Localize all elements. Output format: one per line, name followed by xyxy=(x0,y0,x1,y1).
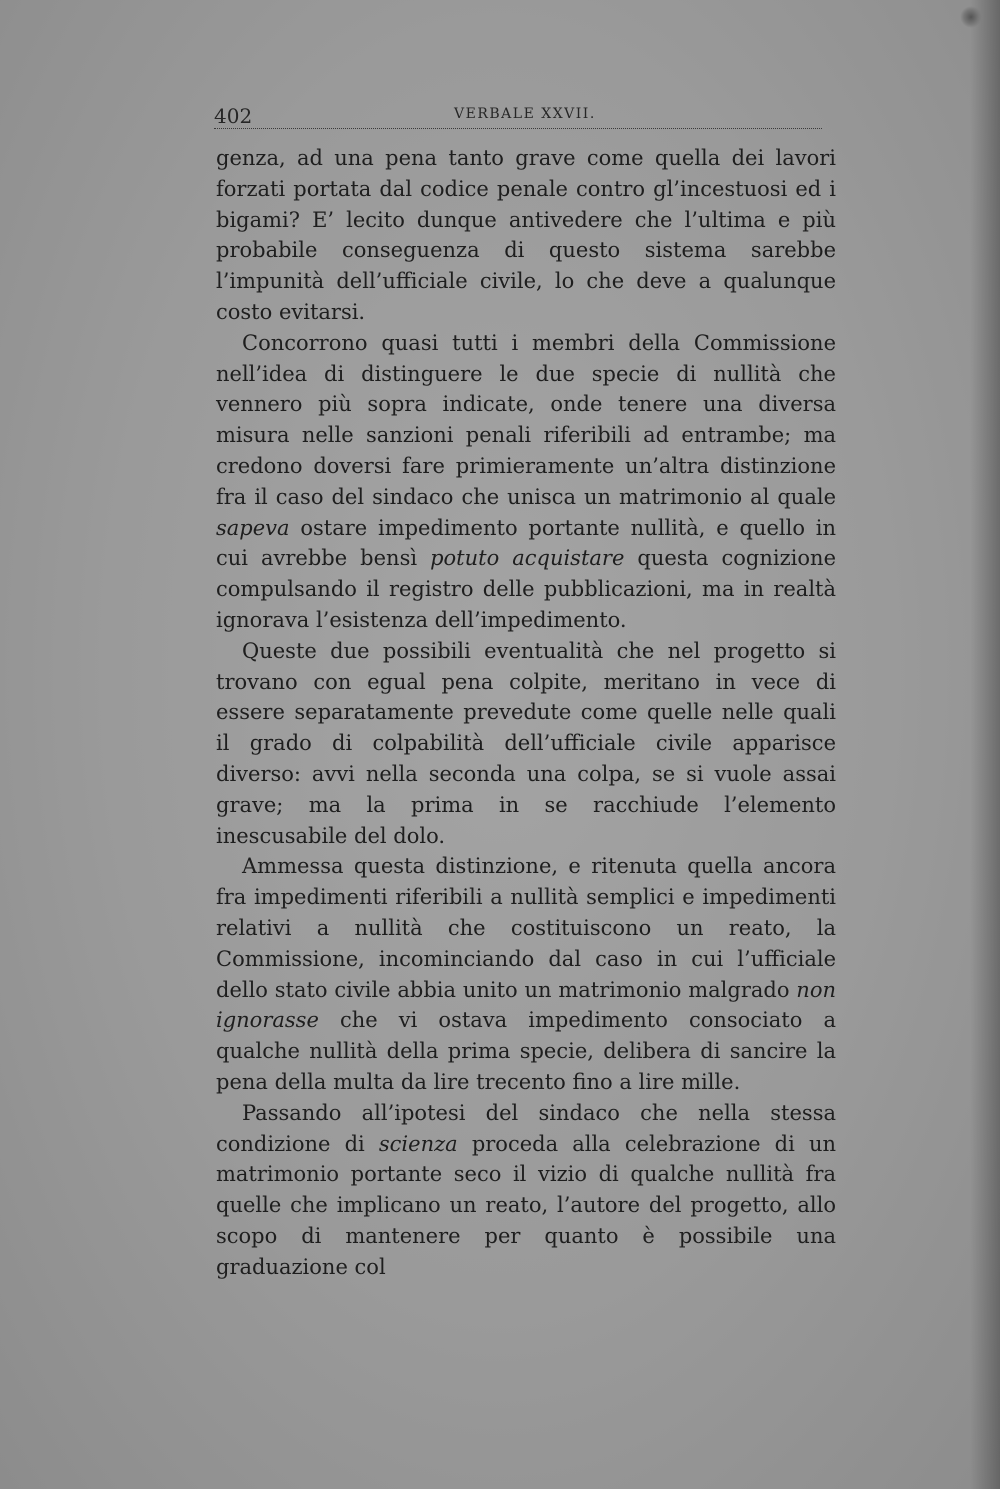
italic-text: potuto acquistare xyxy=(430,546,625,571)
body-paragraph xyxy=(216,636,836,852)
body-paragraph xyxy=(216,851,836,1097)
corner-spot xyxy=(960,6,982,28)
page-edge-shadow xyxy=(970,0,1000,1489)
paragraph-text: che vi ostava impedimento consociato a qualche nullità della prima specie, delibera di sancire la pena della multa da lire trecento fino a lire mille. xyxy=(216,1008,836,1094)
italic-text: scienza xyxy=(378,1131,458,1156)
paragraph-text: Passando all’ipotesi del sindaco che nella stessa condizione di xyxy=(216,1100,836,1156)
page-header xyxy=(214,100,822,130)
paragraph-text: ostare impedimento portante nullità, e quello in cui avrebbe bensì xyxy=(216,515,836,571)
italic-text: sapeva xyxy=(216,515,290,540)
running-head: VERBALE XXVII. xyxy=(454,106,596,122)
body-text xyxy=(216,143,836,1282)
body-paragraph xyxy=(216,143,836,328)
paragraph-text: genza, ad una pena tanto grave come quella dei lavori forzati portata dal codice penale contro gl’incestuosi ed i bigami? E’ lecito dunque antivedere che l’ultima e più probabile conseguenza di questo sistema sarebbe l’impunità dell’ufficiale civile, lo che deve a qualunque costo evitarsi. xyxy=(216,146,836,324)
paragraph-text: Ammessa questa distinzione, e ritenuta quella ancora fra impedimenti riferibili a nullità semplici e impedimenti relativi a nullità che costituiscono un reato, la Commissione, incominciando dal caso in cui l’ufficiale dello stato civile abbia unito un matrimonio malgrado xyxy=(216,854,836,1002)
paragraph-text: proceda alla celebrazione di un matrimonio portante seco il vizio di qualche nullità fra quelle che implicano un reato, l’autore del progetto, allo scopo di mantenere per quanto è possibile una graduazione col xyxy=(216,1131,836,1279)
body-paragraph xyxy=(216,1098,836,1283)
page-number: 402 xyxy=(214,104,253,128)
header-rule xyxy=(214,128,822,129)
italic-text: non ignorasse xyxy=(216,977,836,1033)
paragraph-text: Concorrono quasi tutti i membri della Commissione nell’idea di distinguere le due specie di nullità che vennero più sopra indicate, onde tenere una diversa misura nelle sanzioni penali riferibili ad entrambe; ma credono doversi fare primieramente un’altra distinzione fra il caso del sindaco che unisca un matrimonio al quale xyxy=(216,330,836,509)
paragraph-text: Queste due possibili eventualità che nel progetto si trovano con egual pena colpite, meritano in vece di essere separatamente prevedute come quelle nelle quali il grado di colpabilità dell’ufficiale civile apparisce diverso: avvi nella seconda una colpa, se si vuole assai grave; ma la prima in se racchiude l’elemento inescusabile del dolo. xyxy=(216,638,836,848)
body-paragraph xyxy=(216,328,836,636)
paragraph-text: questa cognizione compulsando il registro delle pubblicazioni, ma in realtà ignorava l’esistenza dell’impedimento. xyxy=(216,546,836,632)
